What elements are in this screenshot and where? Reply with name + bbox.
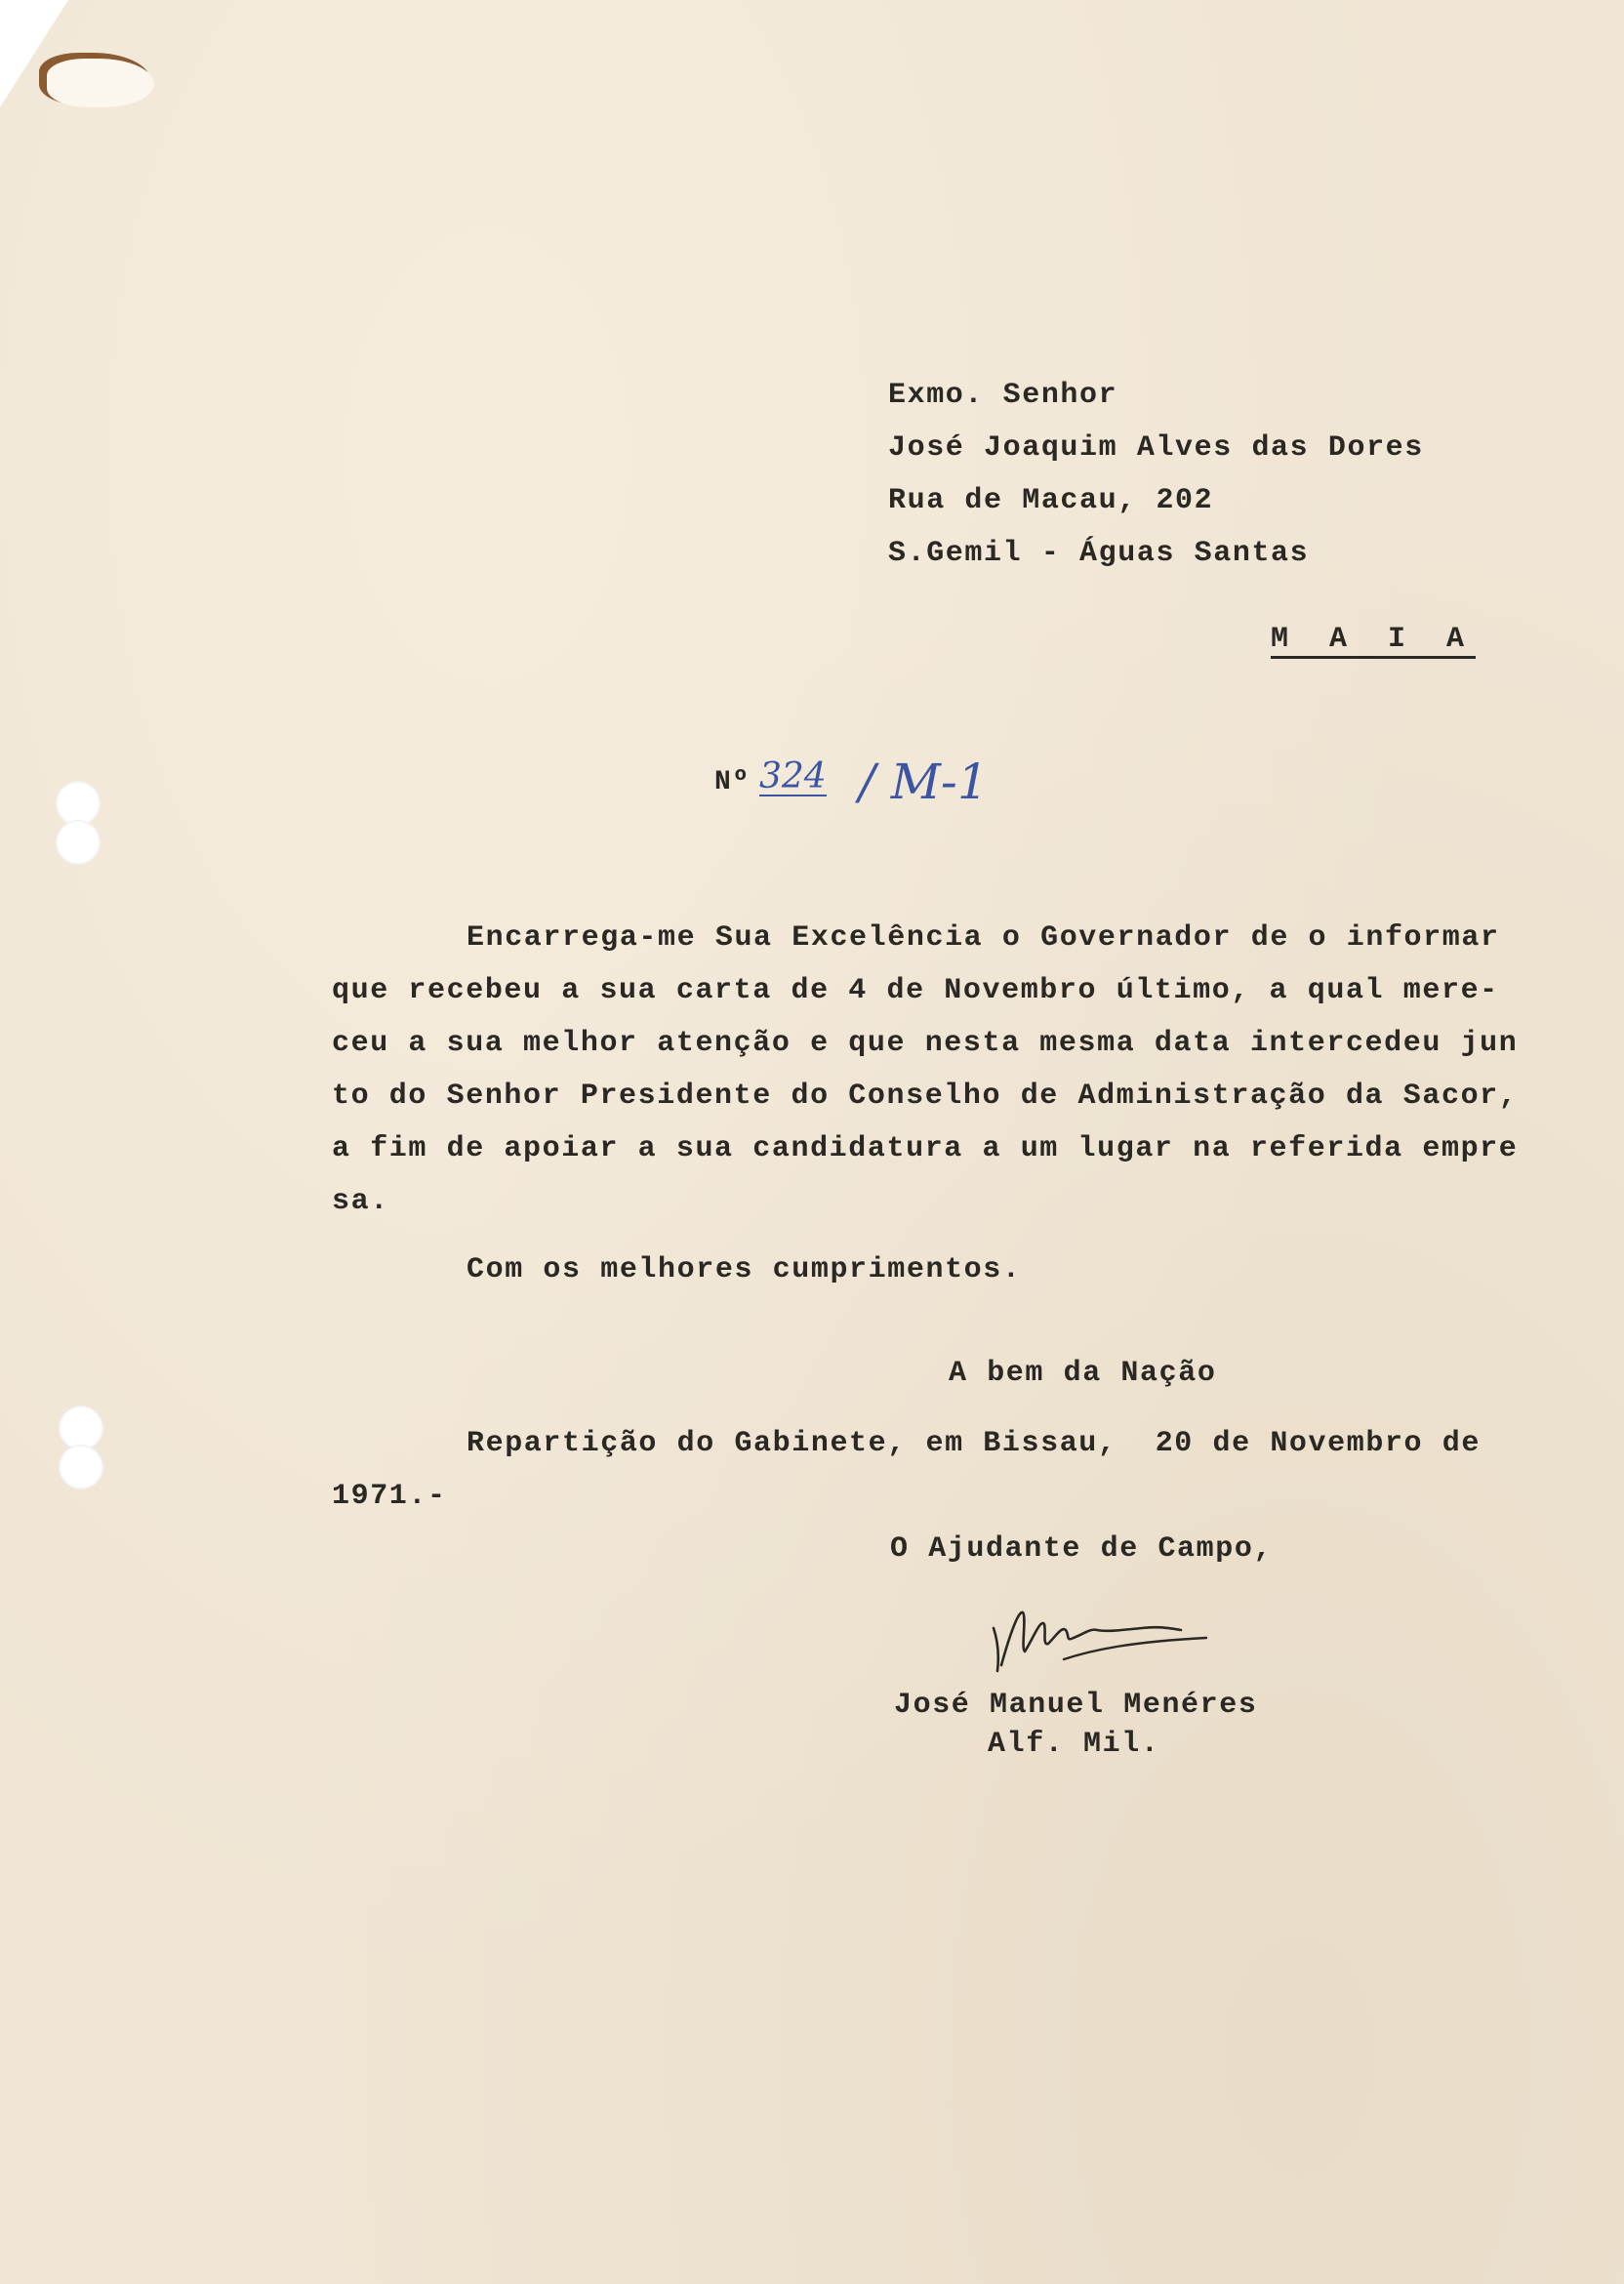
- punch-hole-icon: [59, 1445, 103, 1489]
- closing-role: O Ajudante de Campo,: [890, 1532, 1274, 1566]
- signatory-rank: Alf. Mil.: [988, 1728, 1160, 1761]
- body-line: sa.: [332, 1185, 389, 1218]
- recipient-name: José Joaquim Alves das Dores: [888, 431, 1424, 465]
- body-line: que recebeu a sua carta de 4 de Novembro último, a qual mere-: [332, 974, 1499, 1007]
- closing-year: 1971.-: [332, 1480, 447, 1513]
- staple-tear-mark: [47, 59, 154, 107]
- closing-motto: A bem da Nação: [949, 1357, 1217, 1390]
- reference-number-handwritten: 324: [759, 756, 827, 796]
- body-line: ceu a sua melhor atenção e que nesta mesma data intercedeu jun: [332, 1027, 1519, 1060]
- punch-hole-icon: [56, 820, 101, 865]
- reference-series-handwritten: / M-1: [859, 754, 989, 810]
- reference-prefix: Nº: [714, 767, 751, 797]
- recipient-street: Rua de Macau, 202: [888, 484, 1214, 517]
- closing-place-date: Repartição do Gabinete, em Bissau, 20 de Novembro de: [467, 1427, 1481, 1460]
- signatory-name: José Manuel Menéres: [894, 1689, 1258, 1722]
- recipient-salutation: Exmo. Senhor: [888, 379, 1118, 412]
- body-line: Encarrega-me Sua Excelência o Governador de o informar: [467, 921, 1500, 955]
- recipient-city: M A I A: [1271, 625, 1476, 659]
- body-line: to do Senhor Presidente do Conselho de Administração da Sacor,: [332, 1080, 1519, 1113]
- greeting: Com os melhores cumprimentos.: [467, 1253, 1022, 1286]
- body-line: a fim de apoiar a sua candidatura a um lugar na referida empre: [332, 1132, 1519, 1165]
- handwritten-signature: [976, 1601, 1220, 1679]
- recipient-locality: S.Gemil - Águas Santas: [888, 537, 1310, 570]
